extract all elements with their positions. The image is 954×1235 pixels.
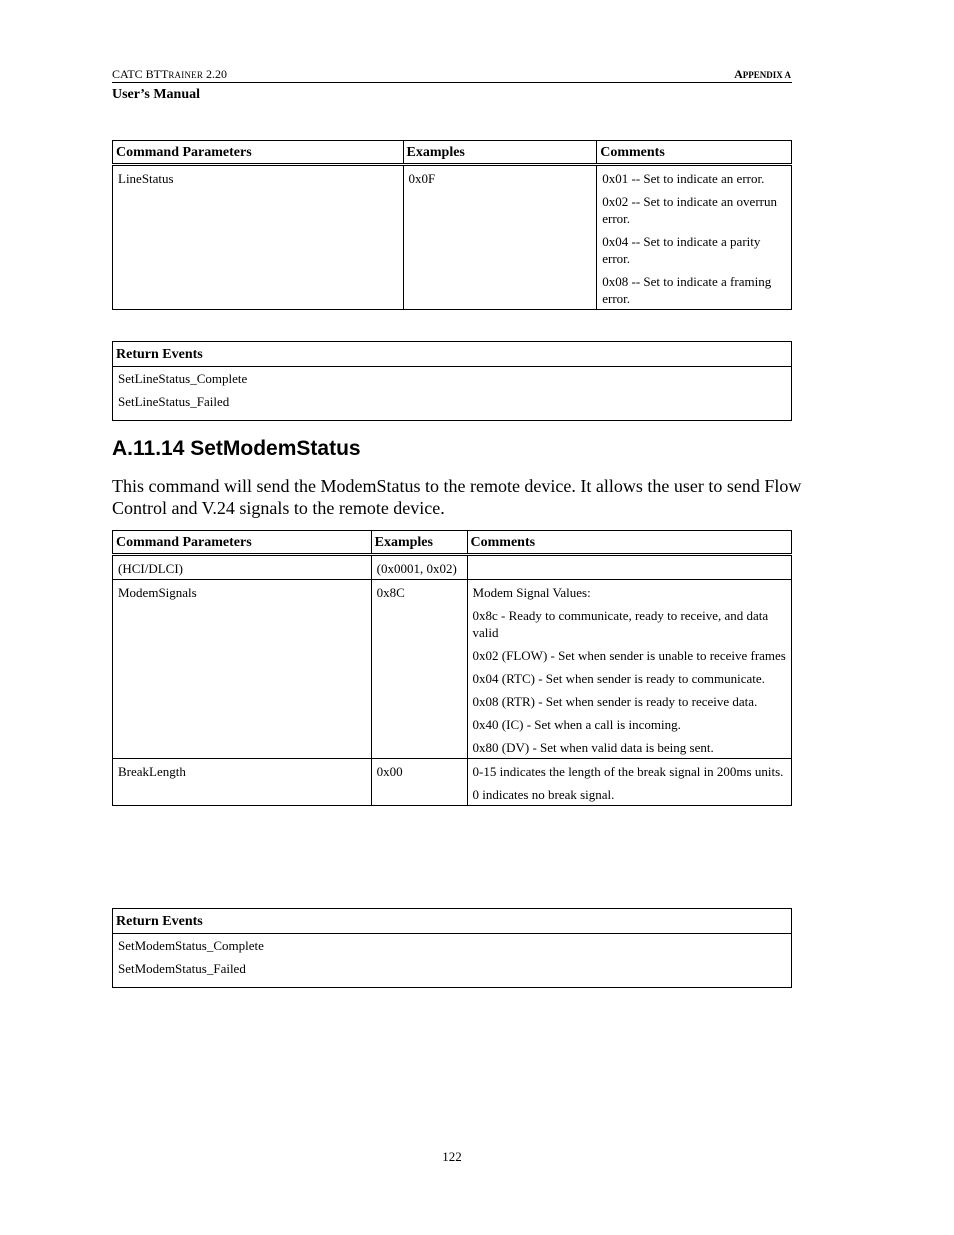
return-events-list bbox=[113, 934, 792, 988]
column-header: Command Parameters bbox=[113, 141, 404, 165]
modem-status-return-events-table bbox=[112, 908, 792, 988]
table-row bbox=[113, 580, 792, 759]
comment-line: 0x01 -- Set to indicate an error. bbox=[602, 171, 765, 186]
param-cell: BreakLength bbox=[113, 759, 372, 806]
column-header: Comments bbox=[597, 141, 792, 165]
column-header: Examples bbox=[371, 531, 467, 555]
comment-line: 0 indicates no break signal. bbox=[472, 787, 615, 802]
running-header-title: CATC BTTRAINER 2.20 bbox=[112, 67, 228, 81]
column-header: Examples bbox=[403, 141, 597, 165]
event-item: SetLineStatus_Failed bbox=[118, 394, 230, 409]
table-header-row bbox=[113, 531, 792, 555]
return-events-list bbox=[113, 367, 792, 421]
table-row bbox=[113, 165, 792, 310]
header-rule bbox=[112, 82, 792, 83]
param-cell: (HCI/DLCI) bbox=[113, 555, 372, 580]
comment-line: 0x02 (FLOW) - Set when sender is unable to receive frames bbox=[472, 648, 786, 663]
comment-line: 0x04 (RTC) - Set when sender is ready to communicate. bbox=[472, 671, 765, 686]
column-header: Comments bbox=[467, 531, 791, 555]
comment-line: 0x8c - Ready to communicate, ready to receive, and data valid bbox=[472, 608, 769, 640]
modem-status-parameters-table bbox=[112, 530, 792, 806]
line-status-parameters-table bbox=[112, 140, 792, 310]
comments-cell bbox=[467, 580, 791, 759]
comment-line: 0x08 (RTR) - Set when sender is ready to receive data. bbox=[472, 694, 758, 709]
column-header: Command Parameters bbox=[113, 531, 372, 555]
param-cell: LineStatus bbox=[113, 165, 404, 310]
section-heading: A.11.14 SetModemStatus bbox=[112, 437, 361, 460]
running-header-manual: User’s Manual bbox=[112, 87, 201, 102]
event-item: SetModemStatus_Failed bbox=[118, 961, 246, 976]
event-item: SetModemStatus_Complete bbox=[118, 938, 264, 953]
event-item: SetLineStatus_Complete bbox=[118, 371, 248, 386]
comments-cell bbox=[467, 759, 791, 806]
comments-cell bbox=[467, 555, 791, 580]
page-number: 122 bbox=[442, 1149, 462, 1164]
param-cell: ModemSignals bbox=[113, 580, 372, 759]
comment-line: 0x02 -- Set to indicate an overrun error. bbox=[602, 194, 777, 226]
table-header-row bbox=[113, 141, 792, 165]
comment-line: Modem Signal Values: bbox=[472, 585, 591, 600]
example-cell: 0x8C bbox=[371, 580, 467, 759]
return-events-header: Return Events bbox=[113, 342, 792, 367]
example-cell: 0x0F bbox=[403, 165, 597, 310]
comment-line: 0x04 -- Set to indicate a parity error. bbox=[602, 234, 761, 266]
section-paragraph: This command will send the ModemStatus to the remote device. It allows the user to send Flow Control and V.24 signals to the remote device. bbox=[112, 476, 802, 518]
running-header-appendix: APPENDIX A bbox=[734, 67, 791, 81]
example-cell: 0x00 bbox=[371, 759, 467, 806]
comment-line: 0x40 (IC) - Set when a call is incoming. bbox=[472, 717, 681, 732]
example-cell: (0x0001, 0x02) bbox=[371, 555, 467, 580]
comment-line: 0-15 indicates the length of the break signal in 200ms units. bbox=[472, 764, 784, 779]
comments-cell bbox=[597, 165, 792, 310]
comment-line: 0x80 (DV) - Set when valid data is being sent. bbox=[472, 740, 714, 755]
table-row bbox=[113, 759, 792, 806]
return-events-header: Return Events bbox=[113, 909, 792, 934]
table-row bbox=[113, 555, 792, 580]
comment-line: 0x08 -- Set to indicate a framing error. bbox=[602, 274, 772, 306]
line-status-return-events-table bbox=[112, 341, 792, 421]
